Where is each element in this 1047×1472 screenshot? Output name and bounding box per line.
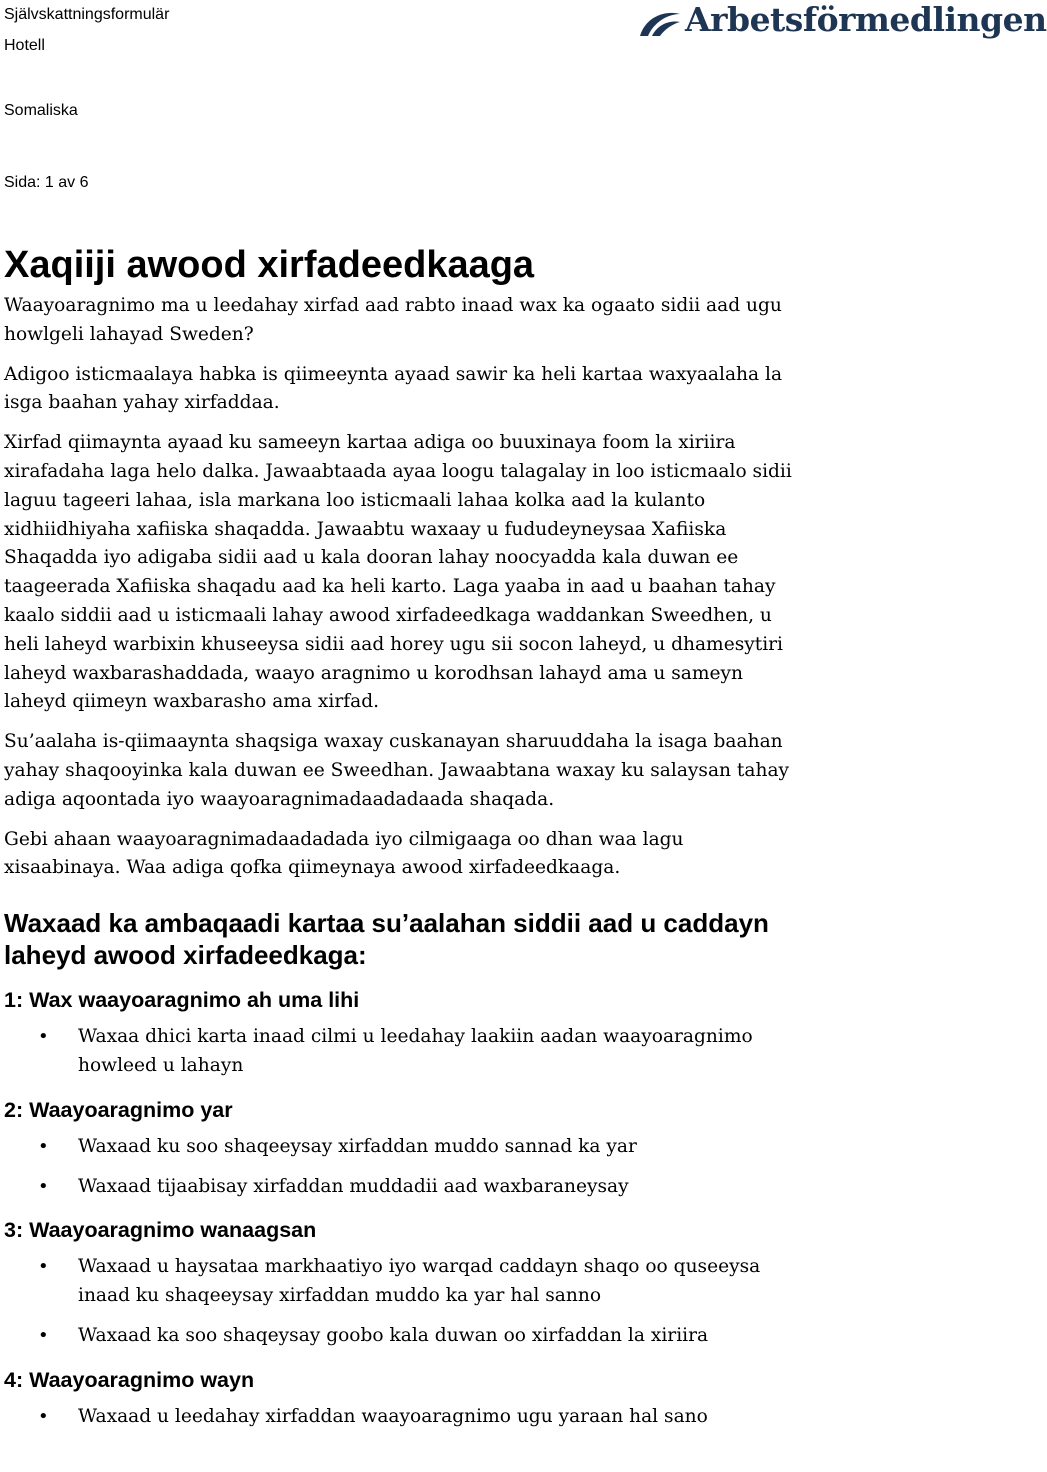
logo-wordmark: Arbetsförmedlingen <box>685 0 1047 39</box>
level-heading: 2: Waayoaragnimo yar <box>4 1097 233 1122</box>
section-heading: Waxaad ka ambaqaadi kartaa su’aalahan siddii aad u caddayn laheyd awood xirfadeedkaga: <box>4 908 769 971</box>
intro-paragraphs <box>4 292 804 883</box>
list-item-text: Waxaad ka soo shaqeysay goobo kala duwan oo xirfaddan la xiriira <box>78 1324 709 1346</box>
category-label: Hotell <box>4 37 45 54</box>
list-item-text: Waxaa dhici karta inaad cilmi u leedahay laakiin aadan waayoaragnimo howleed u lahayn <box>78 1026 753 1076</box>
body-paragraph: Adigoo isticmaalaya habka is qiimeeynta ayaad sawir ka heli kartaa waxyaalaha la isga baahan yahay xirfaddaa. <box>4 363 783 414</box>
bullet-list <box>4 1253 804 1350</box>
body-paragraph: Xirfad qiimaynta ayaad ku sameeyn kartaa adiga oo buuxinaya foom la xiriira xirafadaha laga helo dalka. Jawaabtaada ayaa loogu talagalay in loo isticmaalo sidii laguu tageeri lahaa, isla markana loo isticmaali lahaa kolka aad la kulanto xidhiidhiyaha xafiiska shaqadda. Jawaabtu waxaay u fududeyneysaa Xafiiska Shaqadda iyo adigaba sidii aad u kala dooran lahay noocyadda kala duwan ee taageerada Xafiiska shaqadu aad ka heli karto. Laga yaaba in aad u baahan tahay kaalo siddii aad u isticmaali lahay awood xirfadeedkaga waddankan Sweedhen, u heli laheyd warbixin khuseeysa sidii aad horey ugu sii socon laheyd, u dhamesytiri laheyd waxbarashaddada, waayo aragnimo u korodhsan lahayd ama u sameyn laheyd qiimeyn waxbarasho ama xirfad. <box>4 432 792 713</box>
form-type-label: Självskattningsformulär <box>4 6 170 23</box>
list-item <box>38 1133 778 1162</box>
list-item-text: Waxaad u leedahay xirfaddan waayoaragnimo ugu yaraan hal sano <box>78 1405 708 1427</box>
arbetsformedlingen-logo <box>638 0 1047 46</box>
bullet-list <box>4 1133 804 1202</box>
bullet-list <box>4 1023 804 1081</box>
list-item-text: Waxaad ku soo shaqeeysay xirfaddan muddo sannad ka yar <box>78 1135 637 1157</box>
list-item <box>38 1173 778 1202</box>
bullet-list <box>4 1403 804 1432</box>
logo-mark-icon <box>638 8 682 38</box>
body-paragraph: Gebi ahaan waayoaragnimadaadadada iyo cilmigaaga oo dhan waa lagu xisaabinaya. Waa adiga qofka qiimeynaya awood xirfadeedkaaga. <box>4 828 684 879</box>
bullet-icon: • <box>38 1175 49 1197</box>
list-item <box>38 1023 778 1081</box>
list-item-text: Waxaad u haysataa markhaatiyo iyo warqad caddayn shaqo oo quseeysa inaad ku shaqeeysay xirfaddan muddo ka yar hal sanno <box>78 1256 761 1307</box>
body-paragraph: Waayoaragnimo ma u leedahay xirfad aad rabto inaad wax ka ogaato sidii aad ugu howlgeli lahayad Sweden? <box>4 295 782 345</box>
bullet-icon: • <box>38 1135 49 1157</box>
bullet-icon: • <box>38 1324 49 1346</box>
bullet-icon: • <box>38 1405 49 1427</box>
main-content <box>4 238 804 1443</box>
list-item <box>38 1322 778 1351</box>
experience-levels <box>4 985 804 1431</box>
bullet-icon: • <box>38 1026 49 1048</box>
body-paragraph: Su’aalaha is-qiimaaynta shaqsiga waxay cuskanayan sharuuddaha la isaga baahan yahay shaqooyinka kala duwan ee Sweedhan. Jawaabtana waxay ku salaysan tahay adiga aqoontada iyo waayoaragnimadaadadaada shaqada. <box>4 731 790 810</box>
page-title: Xaqiiji awood xirfadeedkaaga <box>4 244 535 286</box>
level-heading: 4: Waayoaragnimo wayn <box>4 1367 255 1392</box>
level-heading: 1: Wax waayoaragnimo ah uma lihi <box>4 988 360 1013</box>
list-item <box>38 1403 778 1432</box>
list-item-text: Waxaad tijaabisay xirfaddan muddadii aad waxbaraneysay <box>78 1175 629 1197</box>
language-label: Somaliska <box>4 102 78 119</box>
page-indicator: Sida: 1 av 6 <box>4 174 89 191</box>
bullet-icon: • <box>38 1256 49 1278</box>
level-heading: 3: Waayoaragnimo wanaagsan <box>4 1218 317 1243</box>
list-item <box>38 1253 778 1311</box>
